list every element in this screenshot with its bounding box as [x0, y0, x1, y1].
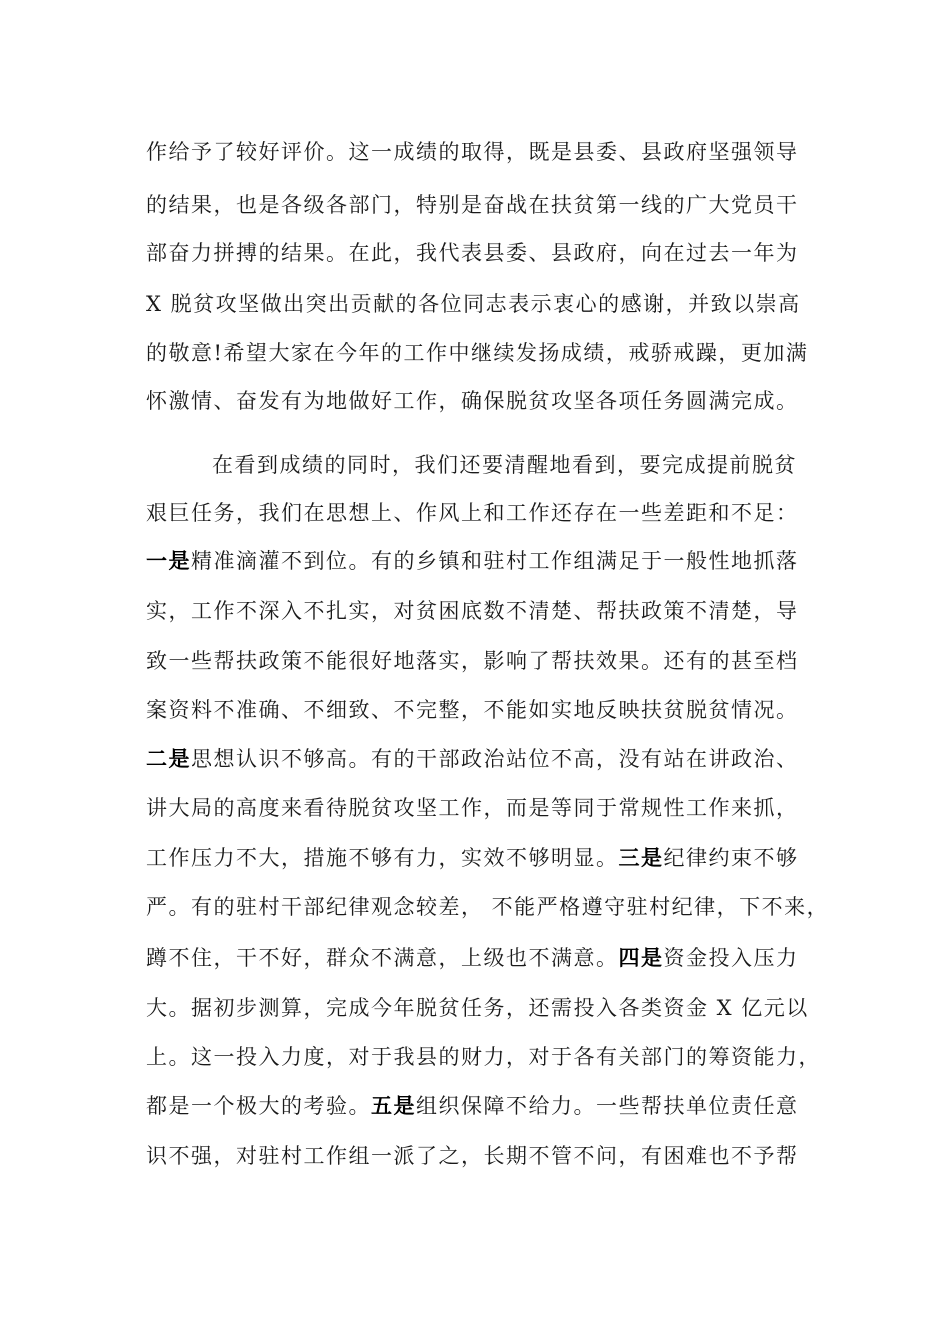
point-marker-1: 一是	[146, 548, 191, 573]
text-span: 工作压力不大，措施不够有力，实效不够明显。	[146, 846, 619, 870]
text-line: 实，工作不深入不扎实，对贫困底数不清楚、帮扶政策不清楚，导	[146, 599, 799, 623]
text-line: 严。有的驻村干部纪律观念较差， 不能严格遵守驻村纪律，下不来，	[146, 895, 830, 919]
text-line: 的敬意!希望大家在今年的工作中继续发扬成绩，戒骄戒躁，更加满	[146, 341, 809, 365]
text-line: 识不强，对驻村工作组一派了之，长期不管不问，有困难也不予帮	[146, 1144, 799, 1168]
text-line: 讲大局的高度来看待脱贫攻坚工作，而是等同于常规性工作来抓，	[146, 796, 799, 820]
point-marker-4: 四是	[618, 945, 664, 970]
text-span: 都是一个极大的考验。	[146, 1094, 371, 1118]
text-span: 组织保障不给力。一些帮扶单位责任意	[416, 1094, 799, 1118]
text-line: 的结果，也是各级各部门，特别是奋战在扶贫第一线的广大党员干	[146, 193, 799, 217]
text-line: 作给予了较好评价。这一成绩的取得，既是县委、县政府坚强领导	[146, 140, 799, 164]
text-line: 在看到成绩的同时，我们还要清醒地看到，要完成提前脱贫	[212, 453, 797, 477]
point-marker-2: 二是	[146, 746, 191, 771]
text-line	[146, 744, 799, 774]
point-marker-3: 三是	[618, 845, 664, 870]
text-line: 大。据初步测算，完成今年脱贫任务，还需投入各类资金 X 亿元以	[146, 996, 809, 1020]
text-span: 蹲不住，干不好，群众不满意，上级也不满意。	[146, 946, 619, 970]
text-line: 致一些帮扶政策不能很好地落实，影响了帮扶效果。还有的甚至档	[146, 649, 799, 673]
text-line	[146, 843, 799, 873]
text-span: 思想认识不够高。有的干部政治站位不高，没有站在讲政治、	[191, 747, 799, 771]
text-line	[146, 546, 799, 576]
text-line: X 脱贫攻坚做出突出贡献的各位同志表示衷心的感谢，并致以崇高	[146, 292, 801, 316]
text-line: 上。这一投入力度，对于我县的财力，对于各有关部门的筹资能力，	[146, 1045, 821, 1069]
text-line: 怀激情、奋发有为地做好工作，确保脱贫攻坚各项任务圆满完成。	[146, 389, 799, 413]
text-span: 资金投入压力	[663, 946, 799, 970]
text-line	[146, 1091, 799, 1121]
text-line	[146, 943, 799, 973]
text-line: 部奋力拼搏的结果。在此，我代表县委、县政府，向在过去一年为	[146, 241, 799, 265]
text-line: 案资料不准确、不细致、不完整，不能如实地反映扶贫脱贫情况。	[146, 698, 799, 722]
text-line: 艰巨任务，我们在思想上、作风上和工作还存在一些差距和不足：	[146, 501, 799, 525]
text-span: 纪律约束不够	[663, 846, 799, 870]
text-span: 精准滴灌不到位。有的乡镇和驻村工作组满足于一般性地抓落	[191, 549, 799, 573]
point-marker-5: 五是	[371, 1093, 416, 1118]
